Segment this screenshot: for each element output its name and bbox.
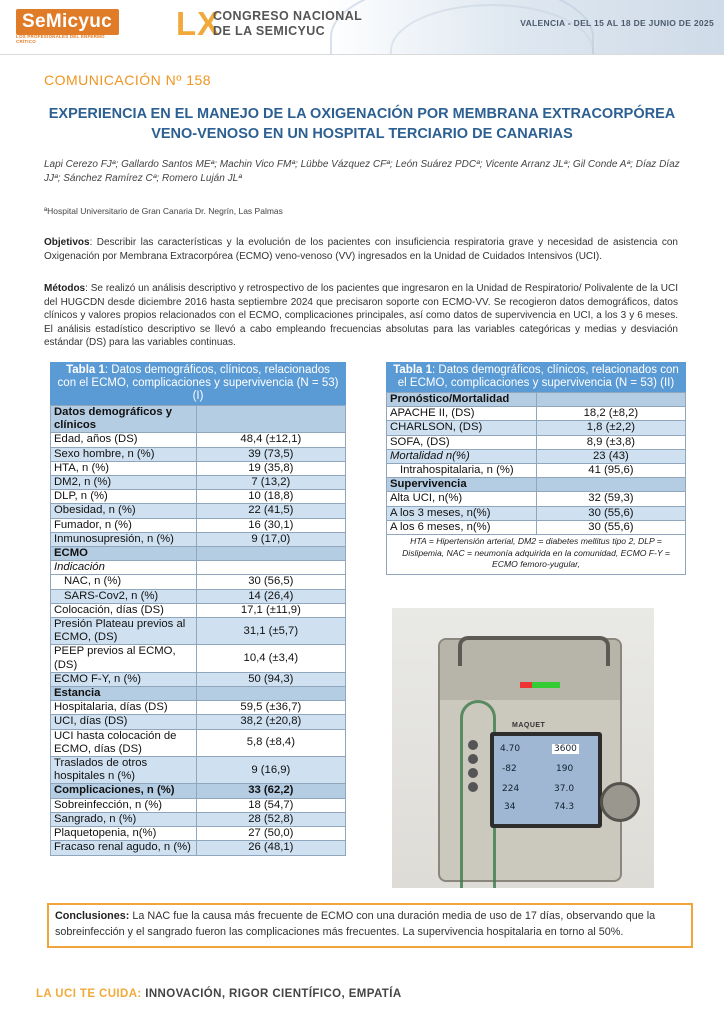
table-row — [387, 478, 686, 492]
table-footnote: HTA = Hipertensión arterial, DM2 = diabetes mellitus tipo 2, DLP = Dislipemia, NAC = neumonía adquirida en la comunidad, ECMO F-Y = ECMO femoro-yugular, — [386, 535, 686, 575]
logo-tagline: LOS PROFESIONALES DEL ENFERMO CRÍTICO — [16, 34, 105, 44]
row-value: 5,8 (±8,4) — [196, 729, 345, 756]
row-label: Fumador, n (%) — [51, 518, 197, 532]
console-button — [468, 740, 478, 750]
row-label: UCI hasta colocación de ECMO, días (DS) — [51, 729, 197, 756]
row-label: Pronóstico/Mortalidad — [387, 393, 537, 407]
row-label: Sobreinfección, n (%) — [51, 798, 197, 812]
row-value: 17,1 (±11,9) — [196, 603, 345, 617]
row-label: Complicaciones, n (%) — [51, 784, 197, 798]
table-row — [51, 757, 346, 784]
row-label: Alta UCI, n(%) — [387, 492, 537, 506]
screen-value: 74.3 — [554, 802, 575, 812]
row-value: 16 (30,1) — [196, 518, 345, 532]
console-button — [468, 754, 478, 764]
row-value: 27 (50,0) — [196, 827, 345, 841]
table-row — [51, 603, 346, 617]
table1-container — [50, 362, 346, 856]
row-label: Edad, años (DS) — [51, 433, 197, 447]
row-value: 50 (94,3) — [196, 672, 345, 686]
row-value: 19 (35,8) — [196, 461, 345, 475]
footer-slogan-part1: LA UCI TE CUIDA: — [36, 988, 142, 1000]
table1-caption-text: : Datos demográficos, clínicos, relacionados con el ECMO, complicaciones y supervivencia (N = 53) (I) — [57, 364, 339, 402]
screen-value: 37.0 — [554, 784, 575, 794]
row-value: 1,8 (±2,2) — [536, 421, 685, 435]
row-value: 41 (95,6) — [536, 464, 685, 478]
row-label: Plaquetopenia, n(%) — [51, 827, 197, 841]
row-value: 39 (73,5) — [196, 447, 345, 461]
screen-value: 4.70 — [500, 744, 521, 754]
device-brand: MAQUET — [512, 722, 546, 729]
table-row — [51, 687, 346, 701]
table-row — [51, 715, 346, 729]
table2 — [386, 392, 686, 535]
ecmo-console — [438, 638, 622, 882]
row-value: 32 (59,3) — [536, 492, 685, 506]
title-line1: EXPERIENCIA EN EL MANEJO DE LA OXIGENACIÓN POR MEMBRANA EXTRACORPÓREA — [48, 106, 676, 122]
table-row — [387, 449, 686, 463]
communication-number: COMUNICACIÓN Nº 158 — [44, 72, 212, 88]
row-label: Datos demográficos y clínicos — [51, 406, 197, 433]
table1-caption-bold: Tabla 1 — [66, 364, 105, 376]
row-value: 18,2 (±8,2) — [536, 407, 685, 421]
table-row — [51, 406, 346, 433]
row-label: Fracaso renal agudo, n (%) — [51, 841, 197, 855]
row-label: DLP, n (%) — [51, 490, 197, 504]
table-row — [51, 532, 346, 546]
screen-value: 3600 — [554, 744, 577, 754]
table-row — [51, 729, 346, 756]
table-row — [387, 492, 686, 506]
table-row — [51, 504, 346, 518]
conclusions-text: La NAC fue la causa más frecuente de ECMO con una duración media de uso de 17 días, observando que la sobreinfección y el sangrado fueron las complicaciones más frecuentes. La supervivencia hospitalaria en torno al 50%. — [55, 910, 656, 938]
objectives-label: Objetivos — [44, 237, 90, 248]
congress-name — [213, 9, 362, 39]
console-button — [468, 782, 478, 792]
ecmo-device-photo — [392, 608, 654, 888]
row-label: ECMO F-Y, n (%) — [51, 672, 197, 686]
row-label: APACHE II, (DS) — [387, 407, 537, 421]
footer-slogan-part2: INNOVACIÓN, RIGOR CIENTÍFICO, EMPATÍA — [141, 988, 402, 1000]
row-value: 9 (16,9) — [196, 757, 345, 784]
row-label: Indicación — [51, 561, 197, 575]
row-label: NAC, n (%) — [51, 575, 197, 589]
table-row — [387, 520, 686, 534]
authors: Lapi Cerezo FJª; Gallardo Santos MEª; Machin Vico FMª; Lübbe Vázquez CFª; León Suárez PDCª; Vicente Arranz JLª; Gil Conde Aª; Díaz Díaz JJª; Sánchez Ramírez Cª; Romero Luján JLª — [44, 159, 680, 184]
table-row — [51, 618, 346, 645]
table-row — [51, 645, 346, 672]
row-value: 8,9 (±3,8) — [536, 435, 685, 449]
screen-value: 190 — [556, 764, 574, 774]
row-label: Supervivencia — [387, 478, 537, 492]
row-value: 26 (48,1) — [196, 841, 345, 855]
table-row — [51, 476, 346, 490]
screen-value: 34 — [504, 802, 516, 812]
table-row — [51, 561, 346, 575]
row-label: Sangrado, n (%) — [51, 812, 197, 826]
semicyuc-logo: SeMicyuc — [16, 9, 119, 35]
table-row — [51, 518, 346, 532]
row-value: 30 (55,6) — [536, 520, 685, 534]
table1 — [50, 405, 346, 856]
row-value: 38,2 (±20,8) — [196, 715, 345, 729]
row-value: 48,4 (±12,1) — [196, 433, 345, 447]
row-value: 14 (26,4) — [196, 589, 345, 603]
row-value: 22 (41,5) — [196, 504, 345, 518]
row-label: CHARLSON, (DS) — [387, 421, 537, 435]
row-label: Estancia — [51, 687, 197, 701]
console-button — [468, 768, 478, 778]
row-value: 10 (18,8) — [196, 490, 345, 504]
console-screen — [490, 732, 602, 828]
row-value: 9 (17,0) — [196, 532, 345, 546]
screen-value: -82 — [502, 764, 517, 774]
table-row — [51, 447, 346, 461]
row-label: Sexo hombre, n (%) — [51, 447, 197, 461]
row-value: 7 (13,2) — [196, 476, 345, 490]
row-label: HTA, n (%) — [51, 461, 197, 475]
table-row — [51, 798, 346, 812]
table-row — [387, 421, 686, 435]
row-label: Colocación, días (DS) — [51, 603, 197, 617]
row-value — [196, 561, 345, 575]
methods-paragraph — [44, 282, 678, 350]
poster-title — [44, 104, 680, 144]
row-label: Obesidad, n (%) — [51, 504, 197, 518]
congress-name-line1: CONGRESO NACIONAL — [213, 9, 363, 23]
methods-label: Métodos — [44, 283, 86, 294]
table-row — [51, 547, 346, 561]
table-row — [387, 393, 686, 407]
table-row — [387, 464, 686, 478]
conclusions-label: Conclusiones: — [55, 910, 130, 922]
row-value — [536, 393, 685, 407]
table-row — [51, 672, 346, 686]
row-label: SOFA, (DS) — [387, 435, 537, 449]
table2-caption-text: : Datos demográficos, clínicos, relacionados con el ECMO, complicaciones y supervivencia (N = 53) (II) — [397, 364, 679, 389]
row-value — [536, 478, 685, 492]
console-knob — [600, 782, 640, 822]
row-label: UCI, días (DS) — [51, 715, 197, 729]
row-value: 30 (56,5) — [196, 575, 345, 589]
venue-dates: VALENCIA - DEL 15 AL 18 DE JUNIO DE 2025 — [520, 18, 714, 28]
row-value: 23 (43) — [536, 449, 685, 463]
footer-slogan — [36, 988, 402, 1000]
row-value: 33 (62,2) — [196, 784, 345, 798]
row-value: 28 (52,8) — [196, 812, 345, 826]
row-label: Hospitalaria, días (DS) — [51, 701, 197, 715]
row-label: Mortalidad n(%) — [387, 449, 537, 463]
congress-name-line2: DE LA SEMICYUC — [213, 24, 326, 38]
congress-header — [0, 0, 724, 55]
row-value: 59,5 (±36,7) — [196, 701, 345, 715]
table-row — [387, 506, 686, 520]
table-row — [51, 589, 346, 603]
table1-caption — [50, 362, 346, 405]
row-value: 31,1 (±5,7) — [196, 618, 345, 645]
table-row — [51, 841, 346, 855]
affiliation: ªHospital Universitario de Gran Canaria Dr. Negrín, Las Palmas — [44, 206, 283, 216]
row-value: 10,4 (±3,4) — [196, 645, 345, 672]
row-label: Intrahospitalaria, n (%) — [387, 464, 537, 478]
console-buttons — [468, 740, 482, 810]
table2-container — [386, 362, 686, 575]
table-row — [51, 433, 346, 447]
row-label: Traslados de otros hospitales n (%) — [51, 757, 197, 784]
table-row — [51, 461, 346, 475]
table-row — [51, 490, 346, 504]
row-label: SARS-Cov2, n (%) — [51, 589, 197, 603]
table-row — [51, 827, 346, 841]
objectives-paragraph — [44, 236, 678, 263]
console-handle — [458, 636, 610, 666]
row-label: A los 6 meses, n(%) — [387, 520, 537, 534]
table2-caption — [386, 362, 686, 392]
table-row — [387, 435, 686, 449]
table-row — [51, 784, 346, 798]
row-value: 30 (55,6) — [536, 506, 685, 520]
row-value — [196, 547, 345, 561]
methods-text: : Se realizó un análisis descriptivo y retrospectivo de los pacientes que ingresaron en la Unidad de Respiratorio/ Polivalente de la UCI del HUGCDN desde diciembre 2016 hasta septiembre 2024 que precisaron soporte con ECMO-VV. Se recogieron datos demográficos, datos clínicos y valores propios relacionados con el ECMO, complicaciones principales, así como datos de supervivencia en UCI, a los 3 y 6 meses. El análisis estadístico descriptivo se llevó a cabo empleando frecuencias absolutas para las variables categóricas y medias y desviación estándar (DS) para las variables continuas. — [44, 283, 678, 348]
table2-caption-bold: Tabla 1 — [393, 364, 433, 376]
row-value — [196, 406, 345, 433]
table-row — [51, 575, 346, 589]
row-label: PEEP previos al ECMO, (DS) — [51, 645, 197, 672]
row-label: DM2, n (%) — [51, 476, 197, 490]
row-value: 18 (54,7) — [196, 798, 345, 812]
row-label: Inmunosupresión, n (%) — [51, 532, 197, 546]
screen-value: 224 — [502, 784, 520, 794]
conclusions-box — [47, 903, 693, 948]
title-line2: VENO-VENOSO EN UN HOSPITAL TERCIARIO DE CANARIAS — [151, 126, 573, 142]
table-row — [51, 812, 346, 826]
row-value — [196, 687, 345, 701]
row-label: Presión Plateau previos al ECMO, (DS) — [51, 618, 197, 645]
edition-number: LX — [176, 5, 221, 42]
row-label: ECMO — [51, 547, 197, 561]
status-leds — [520, 682, 560, 688]
objectives-text: : Describir las características y la evolución de los pacientes con insuficiencia respiratoria grave y necesidad de asistencia con Oxigenación por Membrana Extracorpórea (ECMO) veno-venoso (VV) ingresados en la Unidad de Cuidados Intensivos (UCI). — [44, 237, 678, 262]
row-label: A los 3 meses, n(%) — [387, 506, 537, 520]
table-row — [387, 407, 686, 421]
table-row — [51, 701, 346, 715]
